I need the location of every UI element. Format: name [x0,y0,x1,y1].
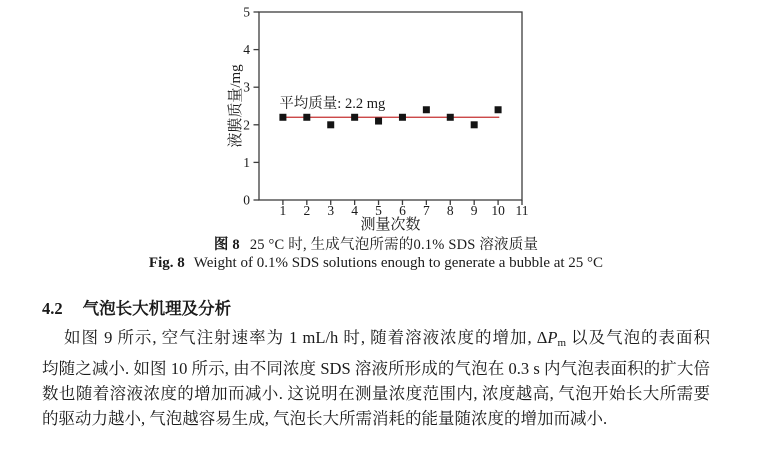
svg-text:测量次数: 测量次数 [360,217,421,233]
svg-text:1: 1 [243,154,250,170]
paragraph-line-4: 的驱动力越小, 气泡越容易生成, 气泡长大所需消耗的能量随浓度的增加而减小. [42,409,608,428]
section-heading [42,295,231,319]
svg-text:3: 3 [243,79,250,95]
svg-text:10: 10 [491,203,505,218]
svg-text:0: 0 [243,192,250,208]
figure-caption-en-label: Fig. 8 [148,255,185,271]
figure-caption-cn-label: 图 8 [213,237,240,253]
body-paragraph [42,325,710,431]
svg-text:2: 2 [303,203,311,218]
section-number: 4.2 [42,299,63,318]
svg-text:2: 2 [243,117,250,133]
svg-text:1: 1 [279,203,287,218]
svg-text:6: 6 [399,203,406,218]
figure-caption-en [42,255,710,272]
svg-text:8: 8 [446,203,454,218]
svg-text:3: 3 [327,203,335,218]
svg-text:9: 9 [470,203,478,218]
paragraph-line-1 [42,325,710,356]
paragraph-line-2: 均随之减小. 如图 10 所示, 由不同浓度 SDS 溶液所形成的气泡在 0.3 s 内气泡表面积的扩大倍 [42,359,710,378]
figure8-chart-canvas [220,0,555,233]
svg-text:液膜质量/mg: 液膜质量/mg [228,64,244,148]
figure-caption-cn [42,233,710,254]
svg-text:7: 7 [422,203,430,218]
figure-caption-cn-text: 25 °C 时, 生成气泡所需的0.1% SDS 溶液质量 [249,237,539,253]
line1-pre: 如图 9 所示, 空气注射速率为 1 mL/h 时, 随着溶液浓度的增加, Δ [64,328,548,347]
svg-text:5: 5 [243,4,250,20]
line1-post: 以及气泡的表面积 [566,328,711,347]
paragraph-line-3: 数也随着溶液浓度的增加而减小. 这说明在测量浓度范围内, 浓度越高, 气泡开始长大所需要 [42,384,710,403]
svg-text:4: 4 [243,42,250,58]
figure8-chart [220,0,555,233]
delta-p-subscript: m [557,337,566,349]
section-title: 气泡长大机理及分析 [82,299,232,318]
svg-text:11: 11 [515,203,529,218]
svg-text:5: 5 [375,203,382,218]
svg-text:平均质量: 2.2 mg: 平均质量: 2.2 mg [279,95,386,112]
figure-caption-en-text: Weight of 0.1% SDS solutions enough to generate a bubble at 25 °C [193,255,604,271]
delta-p-variable: P [547,328,558,347]
svg-text:4: 4 [351,203,359,218]
